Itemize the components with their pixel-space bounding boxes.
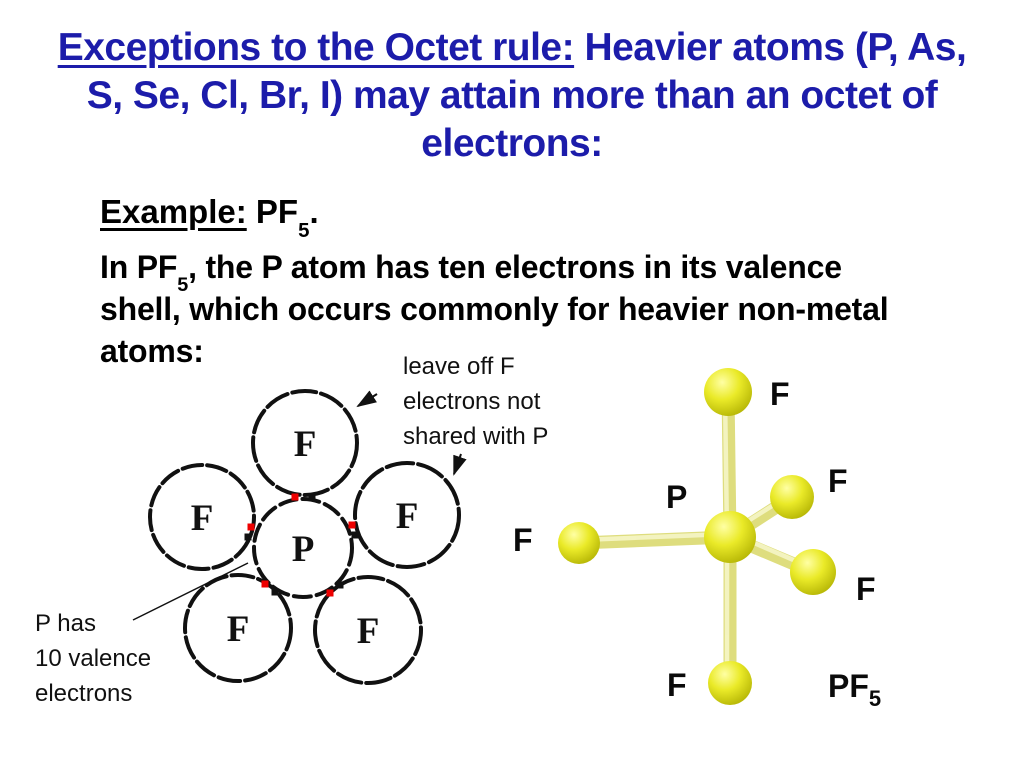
lewis-f-label-bottom-right: F bbox=[356, 611, 380, 652]
pf5-subscript: 5 bbox=[177, 274, 189, 297]
lewis-f-label-top: F bbox=[293, 424, 317, 465]
paragraph-line-3: atoms: bbox=[100, 333, 204, 369]
example-formula: PF bbox=[246, 193, 299, 230]
title-rest-part: Heavier atoms (P, As, bbox=[574, 26, 967, 69]
slide-title bbox=[0, 24, 1024, 168]
paragraph-line-1: In $PF_5$, the P atom has ten electrons in its valence bbox=[100, 249, 842, 297]
example-formula-subscript: 5 bbox=[298, 218, 310, 242]
electron-dot-black bbox=[337, 582, 344, 589]
model-formula-label: $PF_5$ bbox=[828, 668, 882, 711]
lewis-structure-diagram bbox=[120, 380, 490, 700]
model-p-label: P bbox=[666, 479, 688, 515]
pf5-3d-model bbox=[500, 355, 920, 715]
electron-dot-red bbox=[327, 590, 334, 597]
title-line-1 bbox=[0, 24, 1024, 72]
f-atom-ball-top bbox=[704, 368, 752, 416]
title-line-3: electrons: bbox=[421, 122, 603, 165]
p-atom-ball bbox=[704, 511, 756, 563]
title-underlined-part: Exceptions to the Octet rule: bbox=[57, 26, 575, 69]
example-line bbox=[100, 193, 319, 242]
paragraph-line-2: shell, which occurs commonly for heavier non-metal bbox=[100, 291, 889, 327]
electron-dot-black bbox=[309, 494, 316, 501]
annotation-arrow-top-f bbox=[358, 394, 377, 406]
model-f-label-lower-right: F bbox=[856, 571, 876, 607]
lewis-f-label-bottom-left: F bbox=[226, 609, 250, 650]
f-atom-ball-bottom bbox=[708, 661, 752, 705]
electron-dot-red bbox=[262, 581, 269, 588]
electron-dot-black bbox=[245, 534, 252, 541]
electron-dot-black bbox=[272, 589, 279, 596]
f-atom-ball-upper-right bbox=[770, 475, 814, 519]
electron-dot-black bbox=[352, 532, 359, 539]
model-f-label-left: F bbox=[513, 522, 533, 558]
title-line-2: S, Se, Cl, Br, I) may attain more than an octet of bbox=[86, 74, 938, 117]
example-label: Example: bbox=[100, 193, 247, 230]
lewis-p-label: P bbox=[291, 529, 315, 570]
note-leave-off-f: leave off F electrons not shared with P bbox=[403, 353, 549, 450]
model-f-label-top: F bbox=[770, 376, 790, 412]
f-atom-ball-lower-right bbox=[790, 549, 836, 595]
electron-dot-red bbox=[292, 494, 299, 501]
bond-sticks bbox=[579, 392, 813, 683]
note-p-valence: P has 10 valence electrons bbox=[35, 610, 152, 707]
example-period: . bbox=[309, 193, 319, 230]
annotation-arrow-right-f bbox=[454, 454, 461, 474]
electron-dot-red bbox=[248, 524, 255, 531]
lewis-f-label-right: F bbox=[395, 496, 419, 537]
electron-dot-red bbox=[349, 522, 356, 529]
f-atom-ball-left bbox=[558, 522, 600, 564]
lewis-f-label-left: F bbox=[190, 498, 214, 539]
model-f-label-bottom: F bbox=[667, 667, 687, 703]
model-f-label-upper-right: F bbox=[828, 463, 848, 499]
